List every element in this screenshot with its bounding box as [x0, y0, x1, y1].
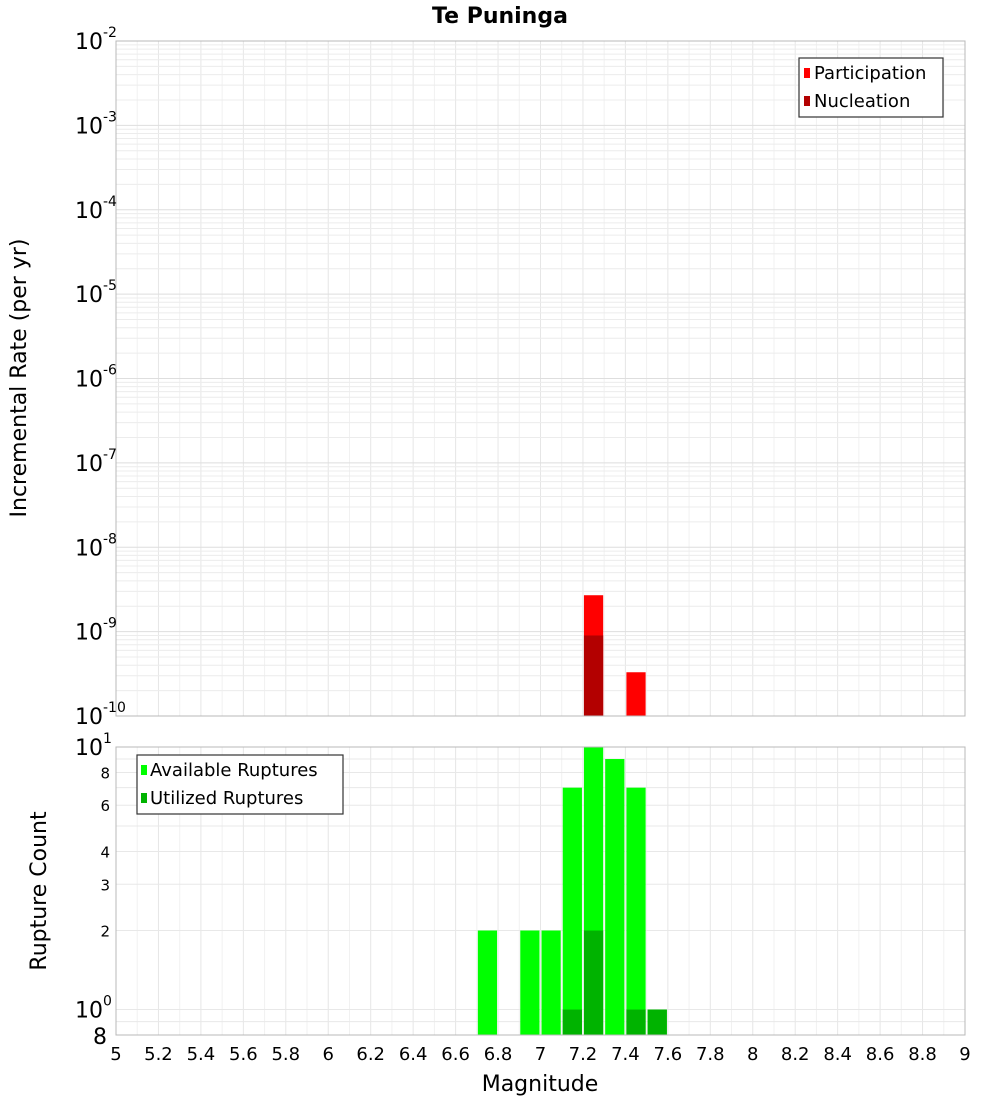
top-y-tick-label: 10	[75, 198, 103, 224]
x-tick-label: 8.2	[780, 1044, 810, 1065]
x-tick-label: 7	[534, 1044, 547, 1065]
x-tick-label: 9	[959, 1044, 971, 1065]
x-tick-label: 5.6	[229, 1044, 258, 1065]
x-tick-label: 5.8	[271, 1044, 301, 1065]
nucleation-swatch	[804, 96, 810, 106]
top-y-tick-label: 10	[75, 30, 103, 55]
top-legend	[799, 58, 943, 117]
x-tick-label: 6.4	[398, 1044, 428, 1065]
top-y-axis-label: Incremental Rate (per yr)	[7, 238, 32, 518]
x-tick-label: 8.6	[865, 1044, 895, 1065]
bottom-y-tick-exponent: 1	[103, 731, 112, 747]
available-ruptures-swatch	[141, 765, 147, 775]
bottom-y-axis-label: Rupture Count	[27, 811, 52, 971]
top-y-tick-exponent: -4	[103, 193, 117, 210]
utilized-ruptures-bar	[648, 1010, 667, 1035]
top-y-tick-exponent: -8	[103, 531, 117, 548]
x-axis-label: Magnitude	[481, 1072, 599, 1097]
bottom-y-tick-label: 8	[100, 764, 110, 783]
x-tick-label: 8.4	[823, 1044, 852, 1065]
x-tick-label: 6.8	[483, 1044, 513, 1065]
x-tick-label: 7.4	[611, 1044, 640, 1065]
bottom-y-tick-label: 10	[75, 736, 103, 761]
top-y-tick-exponent: -9	[103, 615, 117, 632]
bottom-y-tick-label: 6	[100, 797, 110, 816]
utilized-ruptures-legend-label: Utilized Ruptures	[150, 788, 304, 809]
bottom-y-tick-exponent: 0	[103, 993, 112, 1010]
utilized-ruptures-bar	[626, 1010, 645, 1035]
top-y-tick-label: 10	[75, 451, 103, 477]
available-ruptures-bar	[478, 931, 497, 1035]
utilized-ruptures-bar	[563, 1010, 582, 1035]
bottom-y-tick-label: 3	[100, 876, 110, 895]
participation-swatch	[804, 68, 810, 78]
top-y-tick-label: 10	[75, 536, 103, 562]
top-y-tick-exponent: -5	[103, 278, 117, 295]
available-ruptures-bar	[563, 788, 582, 1035]
top-plot-panel	[75, 25, 965, 730]
bottom-y-tick-label: 2	[100, 922, 110, 941]
chart-title: Te Puninga	[432, 4, 568, 29]
top-y-tick-exponent: -2	[103, 25, 117, 41]
top-y-tick-label: 10	[75, 705, 103, 730]
top-y-tick-exponent: -10	[103, 700, 126, 716]
bottom-legend	[137, 755, 343, 814]
bottom-plot-panel	[75, 731, 971, 1065]
top-y-tick-label: 10	[75, 620, 103, 646]
x-tick-label: 6.2	[356, 1044, 386, 1065]
bottom-y-tick-label: 4	[100, 843, 110, 862]
available-ruptures-legend-label: Available Ruptures	[150, 760, 318, 781]
x-tick-label: 5.4	[186, 1044, 216, 1065]
x-tick-label: 5.2	[144, 1044, 173, 1065]
x-tick-label: 7.6	[653, 1044, 683, 1065]
top-y-tick-label: 10	[75, 367, 103, 393]
utilized-ruptures-swatch	[141, 793, 147, 803]
available-ruptures-bar	[605, 759, 624, 1035]
participation-legend-label: Participation	[814, 63, 927, 84]
available-ruptures-bar	[626, 788, 645, 1035]
x-tick-label: 7.2	[568, 1044, 598, 1065]
available-ruptures-bar	[542, 931, 561, 1035]
top-y-tick-exponent: -3	[103, 109, 117, 126]
top-y-tick-exponent: -6	[103, 362, 117, 379]
top-y-tick-exponent: -7	[103, 446, 117, 463]
x-tick-label: 8.8	[908, 1044, 937, 1065]
available-ruptures-bar	[520, 931, 539, 1035]
bottom-y-tick-label: 10	[75, 998, 103, 1024]
x-tick-label: 7.8	[695, 1044, 725, 1065]
nucleation-legend-label: Nucleation	[814, 91, 911, 112]
participation-bar	[626, 672, 645, 716]
top-y-tick-label: 10	[75, 283, 103, 309]
x-tick-label: 6.6	[441, 1044, 470, 1065]
utilized-ruptures-bar	[584, 931, 603, 1035]
x-tick-label: 5	[110, 1044, 122, 1065]
nucleation-bar	[584, 635, 603, 716]
x-tick-label: 6	[322, 1044, 334, 1065]
bottom-y-tick-label: 8	[93, 1025, 107, 1050]
top-y-tick-label: 10	[75, 114, 103, 140]
x-tick-label: 8	[747, 1044, 759, 1065]
